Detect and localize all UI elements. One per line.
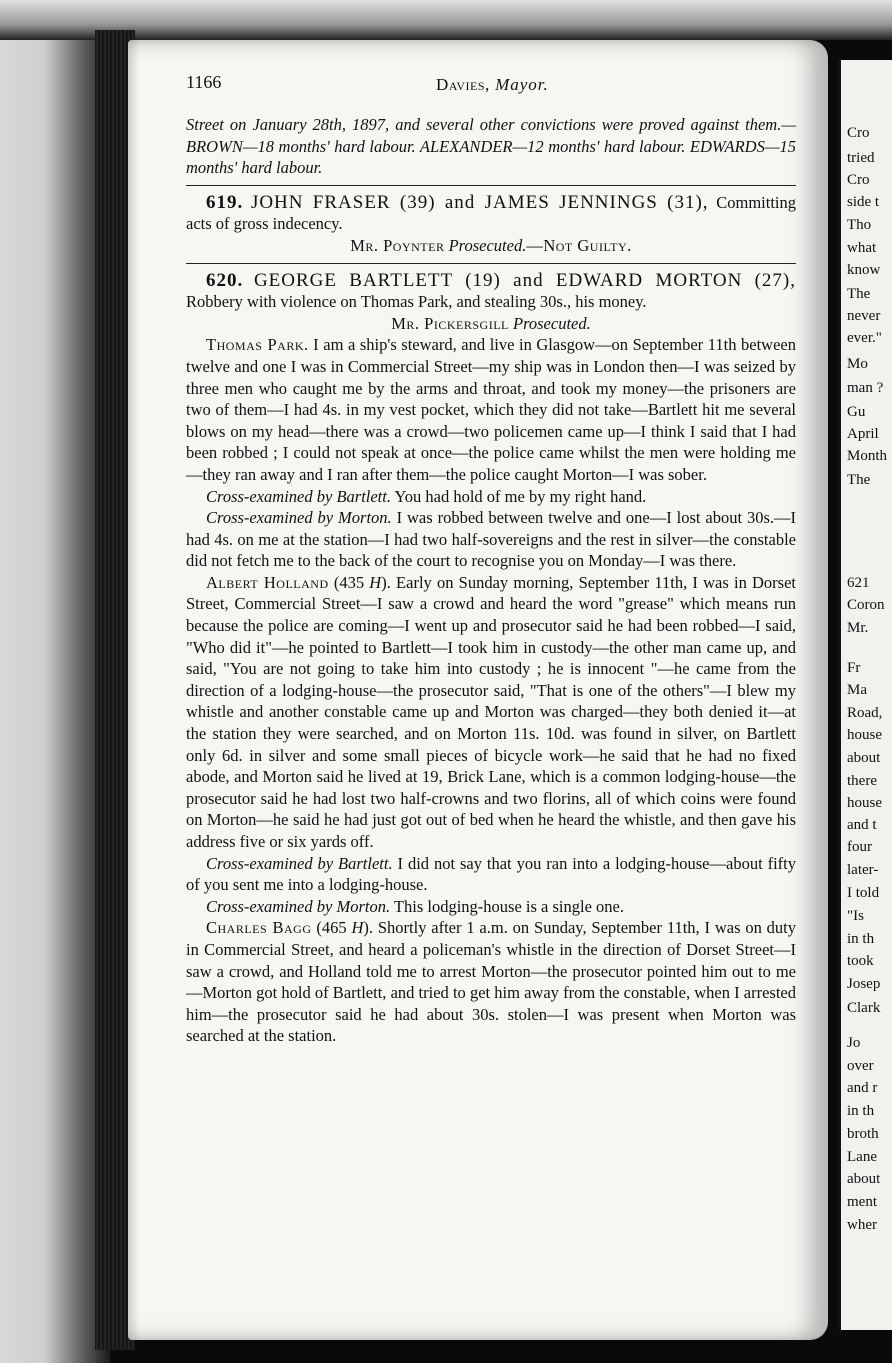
case-619-defendants: JOHN FRASER (39) and JAMES JENNINGS (31), xyxy=(250,191,709,213)
case-619-charge: Committing acts of gross indecency. xyxy=(186,192,797,234)
facing-page-text-fragment: Month xyxy=(847,448,888,464)
facing-page-text-fragment: ment xyxy=(847,1194,877,1210)
testimony-charles-bagg: Charles Bagg (465 H). Shortly after 1 a.m. on Sunday, September 11th, I was on duty in Commercial Street, and heard a policeman's whistle in the direction of Dorset Street—I saw a crowd, and Holland told me to arrest Morton—the prosecutor pointed him out to me—Morton got hold of Bartlett, and tried to get him away from the constable, when I arrested him—the prosecutor said he had about 30s. stolen—I was present when Morton was searched at the station. xyxy=(186,918,797,1046)
facing-page-text-fragment: and r xyxy=(847,1080,878,1096)
running-head-name: Davies, xyxy=(436,75,490,94)
case-619-prosecutor: Mr. Poynter xyxy=(350,235,445,255)
facing-page-text-fragment: over xyxy=(847,1058,874,1074)
facing-page-text-fragment: tried xyxy=(847,150,875,166)
facing-page-text-fragment: 621 xyxy=(847,575,870,591)
case-619-verdict: —Not Guilty. xyxy=(526,235,632,255)
facing-page-text-fragment: four xyxy=(847,839,872,855)
facing-page-text-fragment: later- xyxy=(847,862,879,878)
facing-page-text-fragment: in th xyxy=(847,1103,875,1119)
page-content xyxy=(186,72,796,1047)
running-head-role: Mayor. xyxy=(495,75,549,94)
facing-page-text-fragment: Cro xyxy=(847,125,870,141)
facing-page-text-fragment: Road, xyxy=(847,705,883,721)
facing-page-text-fragment: Fr xyxy=(847,660,861,676)
case-620-prosecuted: Prosecuted. xyxy=(512,313,591,333)
testimony-thomas-park: Thomas Park. I am a ship's steward, and live in Glasgow—on September 11th between twelve and one I was in Commercial Street—my ship was in London then—I was seized by three men who caught me by the arms and throat, and took my money—the prisoners are two of them—I had 4s. in my vest pocket, which they did not take—Bartlett hit me several blows on my head—there was a crowd—two policemen came up—I think I said that I had been robbed ; I could not speak at once—the police came whilst the men were holding me—they ran away and I ran after them—the police caught Morton—I was sober. xyxy=(186,335,796,484)
testimony-albert-holland: Albert Holland (435 H). Early on Sunday morning, September 11th, I was in Dorset Street, Commercial Street—I saw a crowd and heard the word "grease" which means run because the police are coming—I went up and prosecutor said he had been robbed—I said, "Who did it"—he pointed to Bartlett—I took him in custody—the other man came up, and said, "You are not going to take him into custody ; he is innocent "—he came from the direction of a lodging-house—the prosecutor said, "That is one of the others"—I blew my whistle and another constable came up and Morton was charged—they both denied it—at the station they were searched, and on Morton 11s. 10d. was found in silver, on Bartlett only 6d. in silver and some small pieces of bicycle work—he said that he had no fixed abode, and Morton said he lived at 19, Brick Lane, which is a common lodging-house—the prosecutor said he had lost two half-crowns and two florins, all of which coins were found on Morton—he said he had just got out of bed when he heard the whistle, and then gave his address five or six yards off. xyxy=(186,572,797,851)
cross-examination: Cross-examined by Bartlett. You had hold of me by my right hand. xyxy=(206,486,647,506)
facing-page-text-fragment: Cro xyxy=(847,172,870,188)
case-619-prosecuted: Prosecuted. xyxy=(448,235,527,255)
facing-page-text-fragment: side t xyxy=(847,194,880,210)
facing-page-text-fragment: Mr. xyxy=(847,620,869,636)
facing-page-text-fragment: Gu xyxy=(847,404,866,420)
case-620-prosecutor: Mr. Pickersgill xyxy=(391,313,509,333)
case-620-number: 620. xyxy=(206,269,244,291)
facing-page-text-fragment: took xyxy=(847,953,874,969)
facing-page-text-fragment: Mo xyxy=(847,356,868,372)
facing-page-text-fragment: Tho xyxy=(847,217,872,233)
case-divider xyxy=(186,185,796,186)
cross-examination: Cross-examined by Bartlett. I did not say that you ran into a lodging-house—about fifty of you sent me into a lodging-house. xyxy=(186,853,796,895)
facing-page-text-fragment: Josep xyxy=(847,976,881,992)
facing-page-text-fragment: there xyxy=(847,773,877,789)
facing-page-text-fragment: I told xyxy=(847,885,880,901)
facing-page-text-fragment: April xyxy=(847,426,879,442)
facing-page-text-fragment: and t xyxy=(847,817,877,833)
scanner-background-left xyxy=(0,0,110,1363)
facing-page-text-fragment: never xyxy=(847,308,881,324)
facing-page-text-fragment: house xyxy=(847,795,882,811)
cross-examination: Cross-examined by Morton. This lodging-house is a single one. xyxy=(206,896,624,916)
facing-page-text-fragment: The xyxy=(847,286,871,302)
facing-page-text-fragment: Coron xyxy=(847,597,885,613)
facing-page-text-fragment: about xyxy=(847,750,881,766)
case-620-defendants: GEORGE BARTLETT (19) and EDWARD MORTON (27), xyxy=(253,269,797,291)
facing-page-text-fragment: The xyxy=(847,472,871,488)
facing-page-text-fragment: man ? xyxy=(847,380,884,396)
facing-page-text-fragment: what xyxy=(847,240,877,256)
cross-examination: Cross-examined by Morton. I was robbed between twelve and one—I lost about 30s.—I had 4s. on me at the station—I had two half-sovereigns and the rest in silver—the constable did not fetch me to the back of the court to recognise you on Monday—I was there. xyxy=(186,508,796,571)
page-header xyxy=(186,72,796,100)
facing-page-text-fragment: Lane xyxy=(847,1149,877,1165)
running-head xyxy=(436,74,549,96)
case-619-heading xyxy=(186,192,796,235)
case-divider xyxy=(186,263,796,264)
facing-page-text-fragment: in th xyxy=(847,931,875,947)
case-619-number: 619. xyxy=(206,191,244,213)
case-620-charge: Robbery with violence on Thomas Park, and stealing 30s., his money. xyxy=(186,292,647,312)
page-number: 1166 xyxy=(186,72,222,92)
previous-case-tail: Street on January 28th, 1897, and several other convictions were proved against them.—BROWN—18 months' hard labour. ALEXANDER—12 months' hard labour. EDWARDS—15 months' hard labour. xyxy=(186,115,796,178)
facing-page-text-fragment: Jo xyxy=(847,1035,861,1051)
facing-page-fragment xyxy=(838,60,892,1330)
facing-page-text-fragment: house xyxy=(847,727,882,743)
facing-page-text-fragment: "Is xyxy=(847,908,864,924)
facing-page-text-fragment: ever." xyxy=(847,330,882,346)
facing-page-text-fragment: wher xyxy=(847,1217,877,1233)
case-620-heading xyxy=(186,270,796,313)
case-620-prosecution xyxy=(186,313,796,335)
facing-page-text-fragment: Ma xyxy=(847,682,867,698)
facing-page-text-fragment: broth xyxy=(847,1126,879,1142)
facing-page-text-fragment: know xyxy=(847,262,881,278)
facing-page-text-fragment: Clark xyxy=(847,1000,881,1016)
case-619-prosecution xyxy=(186,235,796,257)
facing-page-text-fragment: about xyxy=(847,1171,881,1187)
